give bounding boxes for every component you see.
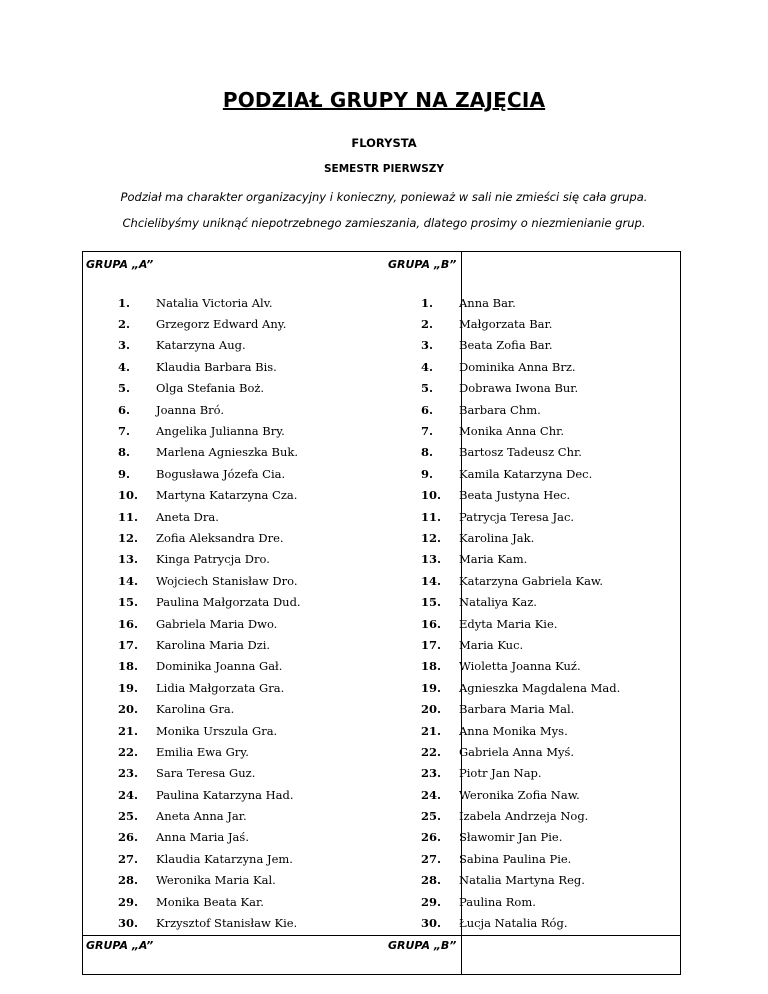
- member-number: 23.: [118, 766, 139, 781]
- member-number: 23.: [421, 766, 442, 781]
- list-item: [421, 870, 620, 891]
- member-name: Zofia Aleksandra Dre.: [156, 530, 284, 545]
- list-item: [421, 613, 620, 634]
- group-a-footer: GRUPA „A”: [86, 939, 154, 952]
- list-item: [118, 591, 301, 612]
- member-number: 9.: [421, 466, 434, 481]
- member-name: Łucja Natalia Róg.: [459, 916, 568, 931]
- list-item: [118, 356, 301, 377]
- list-item: [421, 442, 620, 463]
- list-item: [118, 549, 301, 570]
- list-item: [118, 848, 301, 869]
- list-item: [118, 442, 301, 463]
- group-a-list: [118, 292, 301, 934]
- member-number: 8.: [118, 445, 131, 460]
- member-name: Wioletta Joanna Kuź.: [459, 659, 581, 674]
- list-item: [421, 378, 620, 399]
- member-number: 1.: [421, 295, 434, 310]
- member-name: Małgorzata Bar.: [459, 317, 553, 332]
- page-title: PODZIAŁ GRUPY NA ZAJĘCIA: [222, 88, 546, 112]
- member-name: Dominika Anna Brz.: [459, 359, 576, 374]
- member-name: Anna Monika Mys.: [459, 723, 568, 738]
- member-name: Klaudia Barbara Bis.: [156, 359, 277, 374]
- list-item: [421, 313, 620, 334]
- list-item: [421, 912, 620, 933]
- member-number: 27.: [118, 851, 139, 866]
- member-number: 29.: [421, 894, 442, 909]
- member-name: Marlena Agnieszka Buk.: [156, 445, 299, 460]
- member-name: Joanna Bró.: [156, 402, 225, 417]
- list-item: [421, 720, 620, 741]
- member-name: Katarzyna Gabriela Kaw.: [459, 573, 604, 588]
- member-name: Nataliya Kaz.: [459, 595, 537, 610]
- member-number: 25.: [118, 809, 139, 824]
- member-name: Sławomir Jan Pie.: [459, 830, 563, 845]
- member-number: 9.: [118, 466, 131, 481]
- list-item: [118, 613, 301, 634]
- list-item: [421, 784, 620, 805]
- member-number: 7.: [118, 424, 131, 439]
- list-item: [421, 399, 620, 420]
- list-item: [421, 463, 620, 484]
- member-number: 19.: [118, 680, 139, 695]
- list-item: [118, 805, 301, 826]
- member-number: 16.: [421, 616, 442, 631]
- member-number: 16.: [118, 616, 139, 631]
- member-number: 22.: [421, 744, 442, 759]
- member-name: Kinga Patrycja Dro.: [156, 552, 270, 567]
- member-number: 26.: [421, 830, 442, 845]
- member-name: Angelika Julianna Bry.: [156, 424, 285, 439]
- member-name: Kamila Katarzyna Dec.: [459, 466, 593, 481]
- list-item: [421, 698, 620, 719]
- list-item: [421, 763, 620, 784]
- list-item: [421, 848, 620, 869]
- list-item: [118, 698, 301, 719]
- list-item: [118, 827, 301, 848]
- list-item: [118, 763, 301, 784]
- list-item: [421, 527, 620, 548]
- member-number: 5.: [421, 381, 434, 396]
- member-number: 28.: [118, 873, 139, 888]
- member-number: 3.: [421, 338, 434, 353]
- list-item: [421, 741, 620, 762]
- list-item: [118, 485, 301, 506]
- member-number: 20.: [118, 702, 139, 717]
- member-number: 10.: [421, 488, 442, 503]
- list-item: [118, 741, 301, 762]
- member-number: 27.: [421, 851, 442, 866]
- list-item: [118, 656, 301, 677]
- member-name: Dominika Joanna Gał.: [156, 659, 283, 674]
- member-name: Paulina Katarzyna Had.: [156, 787, 294, 802]
- list-item: [421, 356, 620, 377]
- member-number: 11.: [421, 509, 442, 524]
- member-number: 2.: [118, 317, 131, 332]
- list-item: [118, 292, 301, 313]
- member-number: 26.: [118, 830, 139, 845]
- list-item: [421, 549, 620, 570]
- member-name: Lidia Małgorzata Gra.: [156, 680, 285, 695]
- list-item: [118, 527, 301, 548]
- member-name: Maria Kuc.: [459, 637, 524, 652]
- list-item: [118, 720, 301, 741]
- list-item: [421, 805, 620, 826]
- member-number: 7.: [421, 424, 434, 439]
- list-item: [421, 827, 620, 848]
- member-name: Grzegorz Edward Any.: [156, 317, 287, 332]
- member-name: Klaudia Katarzyna Jem.: [156, 851, 293, 866]
- member-number: 12.: [118, 530, 139, 545]
- member-number: 4.: [421, 359, 434, 374]
- member-number: 2.: [421, 317, 434, 332]
- member-number: 18.: [118, 659, 139, 674]
- note-request: Chcielibyśmy uniknąć niepotrzebnego zamieszania, dlatego prosimy o niezmienianie grup.: [122, 216, 646, 230]
- list-item: [421, 335, 620, 356]
- group-a-header: GRUPA „A”: [86, 258, 154, 271]
- list-item: [118, 420, 301, 441]
- member-name: Paulina Małgorzata Dud.: [156, 595, 301, 610]
- member-name: Monika Anna Chr.: [459, 424, 564, 439]
- member-number: 21.: [421, 723, 442, 738]
- member-name: Anna Bar.: [459, 295, 516, 310]
- member-number: 6.: [118, 402, 131, 417]
- member-name: Monika Beata Kar.: [156, 894, 264, 909]
- list-item: [118, 784, 301, 805]
- list-item: [118, 506, 301, 527]
- list-item: [118, 335, 301, 356]
- member-name: Barbara Chm.: [459, 402, 541, 417]
- member-name: Piotr Jan Nap.: [459, 766, 542, 781]
- member-name: Izabela Andrzeja Nog.: [459, 809, 589, 824]
- member-name: Barbara Maria Mal.: [459, 702, 575, 717]
- member-name: Agnieszka Magdalena Mad.: [459, 680, 621, 695]
- member-number: 19.: [421, 680, 442, 695]
- member-name: Martyna Katarzyna Cza.: [156, 488, 298, 503]
- member-number: 1.: [118, 295, 131, 310]
- list-item: [118, 313, 301, 334]
- note-organizational: Podział ma charakter organizacyjny i konieczny, ponieważ w sali nie zmieści się cała grupa.: [120, 190, 648, 204]
- list-item: [421, 506, 620, 527]
- list-item: [118, 399, 301, 420]
- list-item: [118, 912, 301, 933]
- member-number: 15.: [421, 595, 442, 610]
- member-number: 3.: [118, 338, 131, 353]
- member-name: Olga Stefania Boż.: [156, 381, 265, 396]
- member-name: Bogusława Józefa Cia.: [156, 466, 286, 481]
- member-name: Natalia Victoria Alv.: [156, 295, 273, 310]
- member-name: Monika Urszula Gra.: [156, 723, 278, 738]
- group-b-footer: GRUPA „B”: [388, 939, 457, 952]
- list-item: [118, 634, 301, 655]
- member-number: 22.: [118, 744, 139, 759]
- member-name: Gabriela Anna Myś.: [459, 744, 575, 759]
- list-item: [421, 591, 620, 612]
- group-b-header: GRUPA „B”: [388, 258, 457, 271]
- list-item: [118, 870, 301, 891]
- member-number: 5.: [118, 381, 131, 396]
- list-item: [421, 420, 620, 441]
- member-name: Paulina Rom.: [459, 894, 536, 909]
- member-number: 15.: [118, 595, 139, 610]
- member-number: 14.: [118, 573, 139, 588]
- groups-table: [82, 251, 681, 975]
- group-b-list: [421, 292, 620, 934]
- member-name: Edyta Maria Kie.: [459, 616, 558, 631]
- semester-label: SEMESTR PIERWSZY: [323, 163, 445, 175]
- member-number: 11.: [118, 509, 139, 524]
- member-number: 30.: [118, 916, 139, 931]
- list-item: [118, 891, 301, 912]
- member-number: 8.: [421, 445, 434, 460]
- member-name: Natalia Martyna Reg.: [459, 873, 585, 888]
- member-name: Beata Justyna Hec.: [459, 488, 571, 503]
- member-name: Patrycja Teresa Jac.: [459, 509, 575, 524]
- member-number: 14.: [421, 573, 442, 588]
- member-name: Krzysztof Stanisław Kie.: [156, 916, 298, 931]
- member-name: Karolina Gra.: [156, 702, 235, 717]
- member-number: 13.: [421, 552, 442, 567]
- member-name: Karolina Jak.: [459, 530, 535, 545]
- member-number: 24.: [421, 787, 442, 802]
- member-name: Wojciech Stanisław Dro.: [156, 573, 298, 588]
- list-item: [421, 656, 620, 677]
- member-number: 30.: [421, 916, 442, 931]
- member-name: Sabina Paulina Pie.: [459, 851, 572, 866]
- member-number: 12.: [421, 530, 442, 545]
- list-item: [118, 570, 301, 591]
- list-item: [421, 634, 620, 655]
- member-number: 25.: [421, 809, 442, 824]
- member-name: Weronika Maria Kal.: [156, 873, 276, 888]
- member-number: 28.: [421, 873, 442, 888]
- member-name: Katarzyna Aug.: [156, 338, 246, 353]
- list-item: [118, 378, 301, 399]
- member-number: 17.: [421, 637, 442, 652]
- member-name: Gabriela Maria Dwo.: [156, 616, 278, 631]
- list-item: [118, 677, 301, 698]
- member-number: 10.: [118, 488, 139, 503]
- list-item: [421, 891, 620, 912]
- member-number: 21.: [118, 723, 139, 738]
- member-number: 29.: [118, 894, 139, 909]
- member-number: 6.: [421, 402, 434, 417]
- member-number: 18.: [421, 659, 442, 674]
- member-name: Bartosz Tadeusz Chr.: [459, 445, 582, 460]
- member-name: Dobrawa Iwona Bur.: [459, 381, 579, 396]
- member-name: Maria Kam.: [459, 552, 528, 567]
- footer-divider: [83, 935, 680, 936]
- member-number: 13.: [118, 552, 139, 567]
- member-number: 24.: [118, 787, 139, 802]
- course-name: FLORYSTA: [351, 136, 417, 150]
- list-item: [421, 292, 620, 313]
- member-name: Anna Maria Jaś.: [156, 830, 249, 845]
- list-item: [421, 570, 620, 591]
- member-name: Aneta Dra.: [156, 509, 219, 524]
- member-number: 17.: [118, 637, 139, 652]
- member-name: Sara Teresa Guz.: [156, 766, 256, 781]
- list-item: [421, 677, 620, 698]
- list-item: [421, 485, 620, 506]
- member-number: 4.: [118, 359, 131, 374]
- member-name: Aneta Anna Jar.: [156, 809, 247, 824]
- list-item: [118, 463, 301, 484]
- member-number: 20.: [421, 702, 442, 717]
- member-name: Emilia Ewa Gry.: [156, 744, 249, 759]
- member-name: Weronika Zofia Naw.: [459, 787, 580, 802]
- member-name: Beata Zofia Bar.: [459, 338, 553, 353]
- member-name: Karolina Maria Dzi.: [156, 637, 271, 652]
